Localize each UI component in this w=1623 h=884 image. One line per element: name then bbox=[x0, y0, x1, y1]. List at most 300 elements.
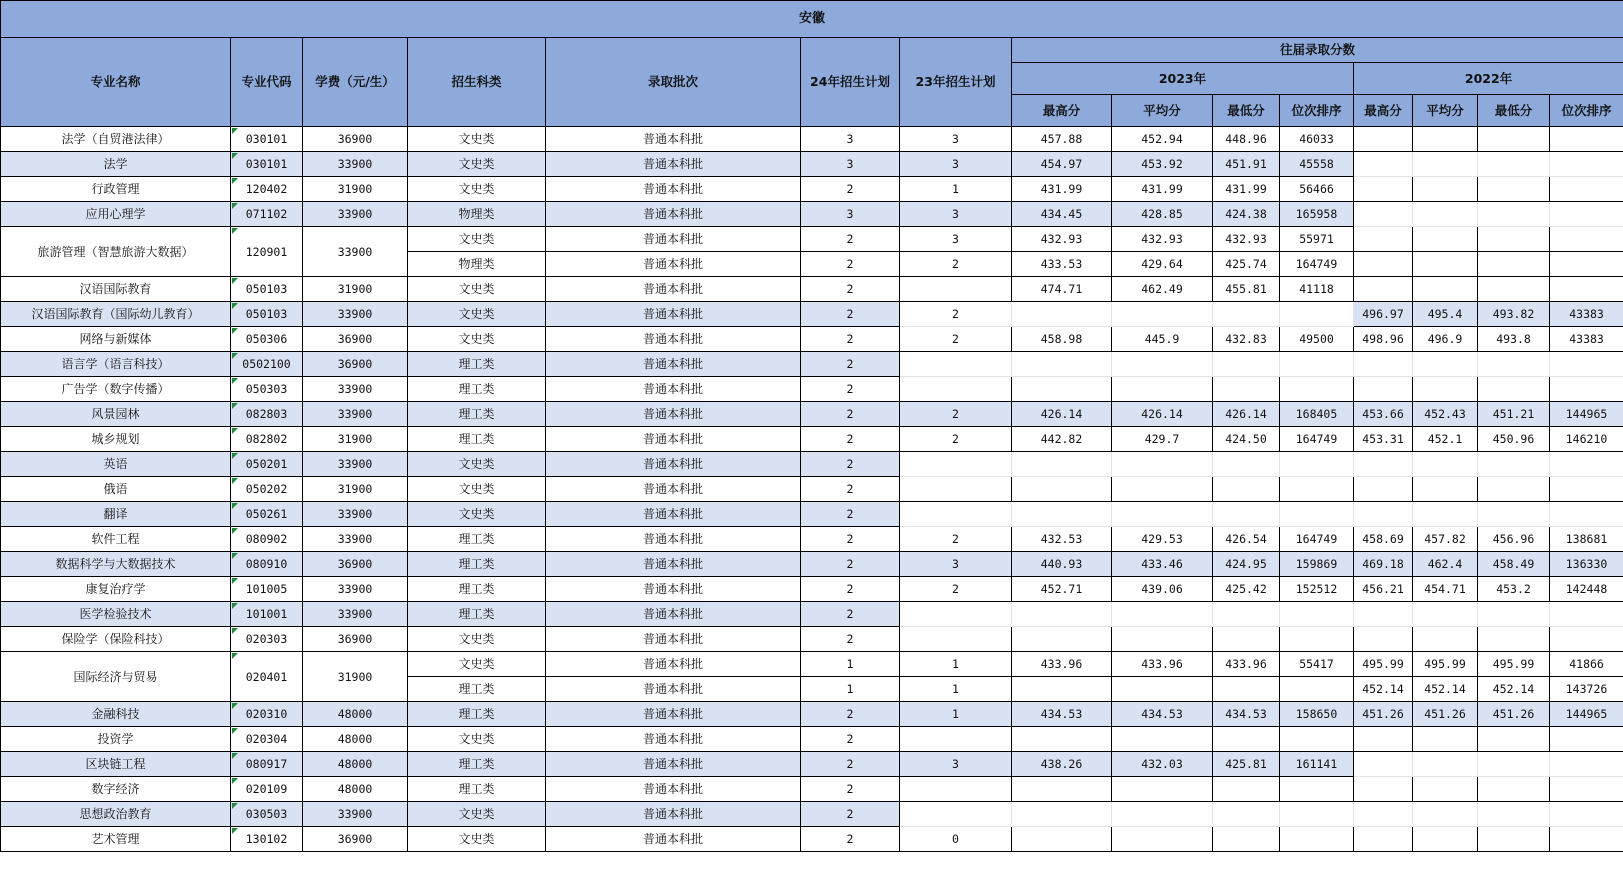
cell-rank-2023: 168405 bbox=[1280, 402, 1354, 427]
cell-plan-2023: 3 bbox=[900, 127, 1012, 152]
cell-rank-2022 bbox=[1550, 477, 1623, 502]
cell-rank-2023: 45558 bbox=[1280, 152, 1354, 177]
cell-min-2022: 456.96 bbox=[1478, 527, 1550, 552]
cell-rank-2023: 158650 bbox=[1280, 702, 1354, 727]
cell-plan-2023: 2 bbox=[900, 577, 1012, 602]
cell-tuition: 31900 bbox=[303, 177, 408, 202]
cell-rank-2022: 43383 bbox=[1550, 302, 1623, 327]
cell-avg-2023: 433.46 bbox=[1112, 552, 1213, 577]
cell-category: 文史类 bbox=[408, 277, 546, 302]
cell-rank-2023: 55971 bbox=[1280, 227, 1354, 252]
cell-tuition: 33900 bbox=[303, 402, 408, 427]
cell-major-code: 050201 bbox=[231, 452, 303, 477]
cell-avg-2023 bbox=[1112, 802, 1213, 827]
cell-major-code: 101005 bbox=[231, 577, 303, 602]
table-row bbox=[1, 352, 1623, 377]
cell-major-code: 050261 bbox=[231, 502, 303, 527]
cell-batch: 普通本科批 bbox=[546, 802, 801, 827]
cell-min-2023 bbox=[1213, 627, 1280, 652]
cell-rank-2022 bbox=[1550, 727, 1623, 752]
cell-major-name: 艺术管理 bbox=[1, 827, 231, 852]
table-row bbox=[1, 302, 1623, 327]
cell-min-2022 bbox=[1478, 227, 1550, 252]
cell-major-code: 080910 bbox=[231, 552, 303, 577]
cell-min-2023: 426.54 bbox=[1213, 527, 1280, 552]
cell-rank-2022 bbox=[1550, 252, 1623, 277]
header-year-2022: 2022年 bbox=[1354, 63, 1623, 95]
cell-max-2023 bbox=[1012, 802, 1112, 827]
cell-major-name: 风景园林 bbox=[1, 402, 231, 427]
cell-avg-2023 bbox=[1112, 302, 1213, 327]
cell-max-2022 bbox=[1354, 727, 1413, 752]
cell-min-2023 bbox=[1213, 802, 1280, 827]
cell-plan-2024: 2 bbox=[801, 377, 900, 402]
cell-tuition: 33900 bbox=[303, 577, 408, 602]
header-min-2023: 最低分 bbox=[1213, 95, 1280, 127]
cell-min-2023 bbox=[1213, 602, 1280, 627]
cell-max-2023: 440.93 bbox=[1012, 552, 1112, 577]
cell-plan-2024: 2 bbox=[801, 427, 900, 452]
table-row bbox=[1, 627, 1623, 652]
cell-min-2023: 424.50 bbox=[1213, 427, 1280, 452]
cell-category: 理工类 bbox=[408, 402, 546, 427]
cell-avg-2022: 452.14 bbox=[1413, 677, 1478, 702]
cell-category: 理工类 bbox=[408, 702, 546, 727]
cell-max-2023: 434.53 bbox=[1012, 702, 1112, 727]
cell-min-2022 bbox=[1478, 152, 1550, 177]
cell-major-name: 金融科技 bbox=[1, 702, 231, 727]
cell-tuition: 48000 bbox=[303, 777, 408, 802]
table-body bbox=[1, 127, 1623, 852]
cell-avg-2023: 452.94 bbox=[1112, 127, 1213, 152]
cell-rank-2023: 46033 bbox=[1280, 127, 1354, 152]
cell-major-name: 广告学（数字传播） bbox=[1, 377, 231, 402]
cell-min-2023: 425.42 bbox=[1213, 577, 1280, 602]
cell-tuition: 36900 bbox=[303, 352, 408, 377]
cell-plan-2023 bbox=[900, 802, 1012, 827]
cell-major-name: 俄语 bbox=[1, 477, 231, 502]
cell-avg-2023 bbox=[1112, 602, 1213, 627]
cell-category: 文史类 bbox=[408, 477, 546, 502]
cell-plan-2023 bbox=[900, 777, 1012, 802]
cell-rank-2023: 165958 bbox=[1280, 202, 1354, 227]
cell-avg-2023 bbox=[1112, 452, 1213, 477]
cell-plan-2024: 2 bbox=[801, 327, 900, 352]
cell-category: 文史类 bbox=[408, 127, 546, 152]
cell-avg-2022 bbox=[1413, 802, 1478, 827]
header-code: 专业代码 bbox=[231, 38, 303, 127]
table-row bbox=[1, 277, 1623, 302]
cell-rank-2022 bbox=[1550, 227, 1623, 252]
cell-tuition: 33900 bbox=[303, 452, 408, 477]
cell-plan-2024: 2 bbox=[801, 402, 900, 427]
cell-major-name: 翻译 bbox=[1, 502, 231, 527]
cell-category: 文史类 bbox=[408, 177, 546, 202]
cell-max-2022 bbox=[1354, 502, 1413, 527]
header-batch: 录取批次 bbox=[546, 38, 801, 127]
cell-plan-2023 bbox=[900, 377, 1012, 402]
cell-category: 文史类 bbox=[408, 452, 546, 477]
cell-plan-2023 bbox=[900, 627, 1012, 652]
cell-avg-2022: 495.99 bbox=[1413, 652, 1478, 677]
cell-category: 文史类 bbox=[408, 302, 546, 327]
cell-max-2022: 452.14 bbox=[1354, 677, 1413, 702]
cell-max-2023: 457.88 bbox=[1012, 127, 1112, 152]
cell-min-2022 bbox=[1478, 502, 1550, 527]
table-row bbox=[1, 552, 1623, 577]
cell-max-2022 bbox=[1354, 227, 1413, 252]
cell-rank-2023: 161141 bbox=[1280, 752, 1354, 777]
province-title: 安徽 bbox=[1, 1, 1623, 38]
cell-min-2023 bbox=[1213, 777, 1280, 802]
cell-rank-2022: 41866 bbox=[1550, 652, 1623, 677]
cell-max-2023 bbox=[1012, 677, 1112, 702]
cell-min-2023 bbox=[1213, 827, 1280, 852]
cell-major-code: 050303 bbox=[231, 377, 303, 402]
cell-batch: 普通本科批 bbox=[546, 527, 801, 552]
cell-rank-2023 bbox=[1280, 802, 1354, 827]
cell-plan-2024: 2 bbox=[801, 177, 900, 202]
cell-min-2023: 432.83 bbox=[1213, 327, 1280, 352]
cell-plan-2024: 3 bbox=[801, 127, 900, 152]
cell-min-2022 bbox=[1478, 827, 1550, 852]
cell-major-code: 080917 bbox=[231, 752, 303, 777]
cell-rank-2022 bbox=[1550, 602, 1623, 627]
cell-rank-2022 bbox=[1550, 627, 1623, 652]
cell-plan-2023: 0 bbox=[900, 827, 1012, 852]
cell-plan-2023 bbox=[900, 352, 1012, 377]
cell-rank-2022 bbox=[1550, 127, 1623, 152]
cell-min-2022 bbox=[1478, 802, 1550, 827]
table-row bbox=[1, 527, 1623, 552]
cell-min-2022 bbox=[1478, 202, 1550, 227]
cell-plan-2024: 2 bbox=[801, 302, 900, 327]
cell-tuition: 31900 bbox=[303, 427, 408, 452]
cell-min-2023 bbox=[1213, 477, 1280, 502]
cell-rank-2023 bbox=[1280, 627, 1354, 652]
cell-max-2023 bbox=[1012, 477, 1112, 502]
cell-major-name: 英语 bbox=[1, 452, 231, 477]
cell-category: 文史类 bbox=[408, 802, 546, 827]
cell-plan-2023 bbox=[900, 477, 1012, 502]
cell-rank-2022: 138681 bbox=[1550, 527, 1623, 552]
cell-major-code: 082803 bbox=[231, 402, 303, 427]
cell-min-2022: 495.99 bbox=[1478, 652, 1550, 677]
cell-tuition: 33900 bbox=[303, 527, 408, 552]
cell-max-2022 bbox=[1354, 127, 1413, 152]
cell-batch: 普通本科批 bbox=[546, 127, 801, 152]
cell-plan-2024: 2 bbox=[801, 777, 900, 802]
cell-tuition: 31900 bbox=[303, 652, 408, 702]
cell-max-2022 bbox=[1354, 277, 1413, 302]
cell-min-2023 bbox=[1213, 352, 1280, 377]
cell-tuition: 33900 bbox=[303, 602, 408, 627]
cell-major-code: 050103 bbox=[231, 302, 303, 327]
cell-min-2022: 493.8 bbox=[1478, 327, 1550, 352]
cell-avg-2023: 432.03 bbox=[1112, 752, 1213, 777]
cell-category: 文史类 bbox=[408, 227, 546, 252]
cell-plan-2024: 2 bbox=[801, 602, 900, 627]
cell-plan-2023 bbox=[900, 502, 1012, 527]
cell-max-2023 bbox=[1012, 727, 1112, 752]
cell-major-code: 120901 bbox=[231, 227, 303, 277]
cell-batch: 普通本科批 bbox=[546, 252, 801, 277]
cell-major-code: 020303 bbox=[231, 627, 303, 652]
cell-min-2023 bbox=[1213, 677, 1280, 702]
cell-rank-2023 bbox=[1280, 377, 1354, 402]
cell-min-2023: 448.96 bbox=[1213, 127, 1280, 152]
cell-avg-2023: 429.64 bbox=[1112, 252, 1213, 277]
cell-batch: 普通本科批 bbox=[546, 277, 801, 302]
cell-rank-2022 bbox=[1550, 152, 1623, 177]
cell-avg-2022 bbox=[1413, 252, 1478, 277]
cell-avg-2022 bbox=[1413, 377, 1478, 402]
header-avg-2022: 平均分 bbox=[1413, 95, 1478, 127]
cell-batch: 普通本科批 bbox=[546, 427, 801, 452]
cell-min-2023: 455.81 bbox=[1213, 277, 1280, 302]
cell-rank-2022: 146210 bbox=[1550, 427, 1623, 452]
cell-tuition: 36900 bbox=[303, 327, 408, 352]
cell-max-2023: 434.45 bbox=[1012, 202, 1112, 227]
cell-category: 理工类 bbox=[408, 552, 546, 577]
header-max-2023: 最高分 bbox=[1012, 95, 1112, 127]
cell-rank-2023: 164749 bbox=[1280, 527, 1354, 552]
cell-avg-2022 bbox=[1413, 177, 1478, 202]
cell-rank-2022 bbox=[1550, 502, 1623, 527]
cell-min-2023: 425.81 bbox=[1213, 752, 1280, 777]
cell-category: 理工类 bbox=[408, 777, 546, 802]
cell-max-2023 bbox=[1012, 502, 1112, 527]
cell-rank-2022: 144965 bbox=[1550, 702, 1623, 727]
cell-rank-2023: 164749 bbox=[1280, 427, 1354, 452]
cell-major-name: 法学（自贸港法律） bbox=[1, 127, 231, 152]
cell-plan-2024: 2 bbox=[801, 527, 900, 552]
cell-min-2022 bbox=[1478, 452, 1550, 477]
cell-batch: 普通本科批 bbox=[546, 377, 801, 402]
cell-avg-2022: 496.9 bbox=[1413, 327, 1478, 352]
cell-major-name: 汉语国际教育（国际幼儿教育） bbox=[1, 302, 231, 327]
cell-min-2023: 424.38 bbox=[1213, 202, 1280, 227]
cell-avg-2023: 453.92 bbox=[1112, 152, 1213, 177]
cell-avg-2022 bbox=[1413, 127, 1478, 152]
cell-min-2023 bbox=[1213, 377, 1280, 402]
cell-category: 理工类 bbox=[408, 677, 546, 702]
cell-min-2022 bbox=[1478, 277, 1550, 302]
header-rank-2022: 位次排序 bbox=[1550, 95, 1623, 127]
cell-avg-2022 bbox=[1413, 727, 1478, 752]
cell-max-2022: 458.69 bbox=[1354, 527, 1413, 552]
cell-max-2023 bbox=[1012, 602, 1112, 627]
cell-plan-2023 bbox=[900, 452, 1012, 477]
cell-max-2022 bbox=[1354, 152, 1413, 177]
cell-batch: 普通本科批 bbox=[546, 577, 801, 602]
cell-avg-2022 bbox=[1413, 602, 1478, 627]
cell-major-code: 020401 bbox=[231, 652, 303, 702]
cell-rank-2022: 43383 bbox=[1550, 327, 1623, 352]
cell-plan-2024: 2 bbox=[801, 352, 900, 377]
cell-max-2022: 469.18 bbox=[1354, 552, 1413, 577]
cell-category: 文史类 bbox=[408, 152, 546, 177]
cell-plan-2023: 2 bbox=[900, 327, 1012, 352]
cell-min-2022: 450.96 bbox=[1478, 427, 1550, 452]
cell-batch: 普通本科批 bbox=[546, 227, 801, 252]
cell-avg-2023: 433.96 bbox=[1112, 652, 1213, 677]
cell-rank-2023 bbox=[1280, 827, 1354, 852]
cell-major-name: 语言学（语言科技） bbox=[1, 352, 231, 377]
cell-max-2023: 442.82 bbox=[1012, 427, 1112, 452]
cell-rank-2023 bbox=[1280, 602, 1354, 627]
cell-tuition: 31900 bbox=[303, 477, 408, 502]
cell-category: 文史类 bbox=[408, 727, 546, 752]
cell-min-2022 bbox=[1478, 352, 1550, 377]
cell-batch: 普通本科批 bbox=[546, 502, 801, 527]
cell-max-2022: 453.31 bbox=[1354, 427, 1413, 452]
cell-avg-2022 bbox=[1413, 827, 1478, 852]
table-row bbox=[1, 652, 1623, 677]
cell-max-2022 bbox=[1354, 777, 1413, 802]
cell-plan-2024: 2 bbox=[801, 802, 900, 827]
cell-avg-2022: 495.4 bbox=[1413, 302, 1478, 327]
cell-category: 理工类 bbox=[408, 602, 546, 627]
cell-batch: 普通本科批 bbox=[546, 627, 801, 652]
cell-batch: 普通本科批 bbox=[546, 752, 801, 777]
cell-avg-2022 bbox=[1413, 452, 1478, 477]
cell-max-2022 bbox=[1354, 752, 1413, 777]
cell-plan-2024: 1 bbox=[801, 652, 900, 677]
cell-major-code: 120402 bbox=[231, 177, 303, 202]
table-row bbox=[1, 452, 1623, 477]
cell-max-2023 bbox=[1012, 302, 1112, 327]
table-row bbox=[1, 177, 1623, 202]
cell-rank-2023 bbox=[1280, 352, 1354, 377]
cell-plan-2023: 3 bbox=[900, 152, 1012, 177]
table-row bbox=[1, 502, 1623, 527]
cell-plan-2023: 2 bbox=[900, 527, 1012, 552]
cell-max-2023 bbox=[1012, 827, 1112, 852]
cell-max-2023 bbox=[1012, 352, 1112, 377]
cell-category: 理工类 bbox=[408, 527, 546, 552]
cell-rank-2023: 159869 bbox=[1280, 552, 1354, 577]
cell-max-2023: 433.53 bbox=[1012, 252, 1112, 277]
cell-major-code: 050103 bbox=[231, 277, 303, 302]
cell-max-2022: 498.96 bbox=[1354, 327, 1413, 352]
cell-max-2022 bbox=[1354, 627, 1413, 652]
cell-batch: 普通本科批 bbox=[546, 602, 801, 627]
table-row bbox=[1, 152, 1623, 177]
cell-plan-2023: 2 bbox=[900, 252, 1012, 277]
table-row bbox=[1, 377, 1623, 402]
cell-category: 文史类 bbox=[408, 502, 546, 527]
header-rank-2023: 位次排序 bbox=[1280, 95, 1354, 127]
cell-major-code: 130102 bbox=[231, 827, 303, 852]
table-row bbox=[1, 327, 1623, 352]
cell-max-2023: 452.71 bbox=[1012, 577, 1112, 602]
cell-avg-2023 bbox=[1112, 477, 1213, 502]
table-row bbox=[1, 752, 1623, 777]
cell-plan-2023: 2 bbox=[900, 402, 1012, 427]
cell-rank-2023: 56466 bbox=[1280, 177, 1354, 202]
cell-rank-2023: 41118 bbox=[1280, 277, 1354, 302]
cell-major-code: 071102 bbox=[231, 202, 303, 227]
table-row bbox=[1, 802, 1623, 827]
cell-category: 物理类 bbox=[408, 252, 546, 277]
cell-avg-2022: 452.1 bbox=[1413, 427, 1478, 452]
cell-avg-2022 bbox=[1413, 477, 1478, 502]
cell-major-code: 030101 bbox=[231, 152, 303, 177]
cell-tuition: 36900 bbox=[303, 827, 408, 852]
cell-avg-2022 bbox=[1413, 152, 1478, 177]
cell-avg-2023: 428.85 bbox=[1112, 202, 1213, 227]
cell-tuition: 33900 bbox=[303, 202, 408, 227]
cell-tuition: 36900 bbox=[303, 127, 408, 152]
cell-max-2022 bbox=[1354, 377, 1413, 402]
cell-major-code: 020310 bbox=[231, 702, 303, 727]
cell-category: 理工类 bbox=[408, 352, 546, 377]
cell-max-2022 bbox=[1354, 827, 1413, 852]
cell-min-2023 bbox=[1213, 452, 1280, 477]
cell-rank-2022: 143726 bbox=[1550, 677, 1623, 702]
cell-min-2022: 453.2 bbox=[1478, 577, 1550, 602]
cell-max-2023: 432.93 bbox=[1012, 227, 1112, 252]
cell-rank-2022 bbox=[1550, 277, 1623, 302]
cell-batch: 普通本科批 bbox=[546, 777, 801, 802]
cell-major-name: 行政管理 bbox=[1, 177, 231, 202]
cell-avg-2022 bbox=[1413, 352, 1478, 377]
cell-plan-2023: 1 bbox=[900, 677, 1012, 702]
cell-rank-2023 bbox=[1280, 727, 1354, 752]
cell-avg-2022 bbox=[1413, 227, 1478, 252]
cell-plan-2023: 3 bbox=[900, 227, 1012, 252]
cell-rank-2023: 55417 bbox=[1280, 652, 1354, 677]
cell-rank-2023 bbox=[1280, 302, 1354, 327]
cell-major-name: 医学检验技术 bbox=[1, 602, 231, 627]
cell-plan-2024: 2 bbox=[801, 227, 900, 252]
header-plan-2023: 23年招生计划 bbox=[900, 38, 1012, 127]
cell-major-code: 030101 bbox=[231, 127, 303, 152]
cell-major-name: 旅游管理（智慧旅游大数据） bbox=[1, 227, 231, 277]
cell-max-2022 bbox=[1354, 477, 1413, 502]
cell-major-name: 网络与新媒体 bbox=[1, 327, 231, 352]
cell-max-2022 bbox=[1354, 202, 1413, 227]
table-row bbox=[1, 427, 1623, 452]
cell-plan-2024: 2 bbox=[801, 752, 900, 777]
cell-batch: 普通本科批 bbox=[546, 327, 801, 352]
header-major: 专业名称 bbox=[1, 38, 231, 127]
cell-max-2023: 432.53 bbox=[1012, 527, 1112, 552]
cell-batch: 普通本科批 bbox=[546, 302, 801, 327]
cell-plan-2024: 3 bbox=[801, 202, 900, 227]
cell-max-2022 bbox=[1354, 252, 1413, 277]
cell-batch: 普通本科批 bbox=[546, 827, 801, 852]
cell-plan-2023: 1 bbox=[900, 177, 1012, 202]
cell-rank-2023 bbox=[1280, 477, 1354, 502]
cell-avg-2022: 454.71 bbox=[1413, 577, 1478, 602]
cell-max-2023: 474.71 bbox=[1012, 277, 1112, 302]
cell-plan-2023: 2 bbox=[900, 427, 1012, 452]
cell-max-2022 bbox=[1354, 602, 1413, 627]
cell-major-name: 思想政治教育 bbox=[1, 802, 231, 827]
cell-avg-2023 bbox=[1112, 727, 1213, 752]
cell-avg-2023 bbox=[1112, 627, 1213, 652]
cell-plan-2023 bbox=[900, 727, 1012, 752]
cell-min-2023 bbox=[1213, 502, 1280, 527]
cell-batch: 普通本科批 bbox=[546, 352, 801, 377]
cell-category: 物理类 bbox=[408, 202, 546, 227]
cell-max-2022: 496.97 bbox=[1354, 302, 1413, 327]
table-row bbox=[1, 577, 1623, 602]
cell-avg-2023: 429.53 bbox=[1112, 527, 1213, 552]
cell-rank-2022: 142448 bbox=[1550, 577, 1623, 602]
